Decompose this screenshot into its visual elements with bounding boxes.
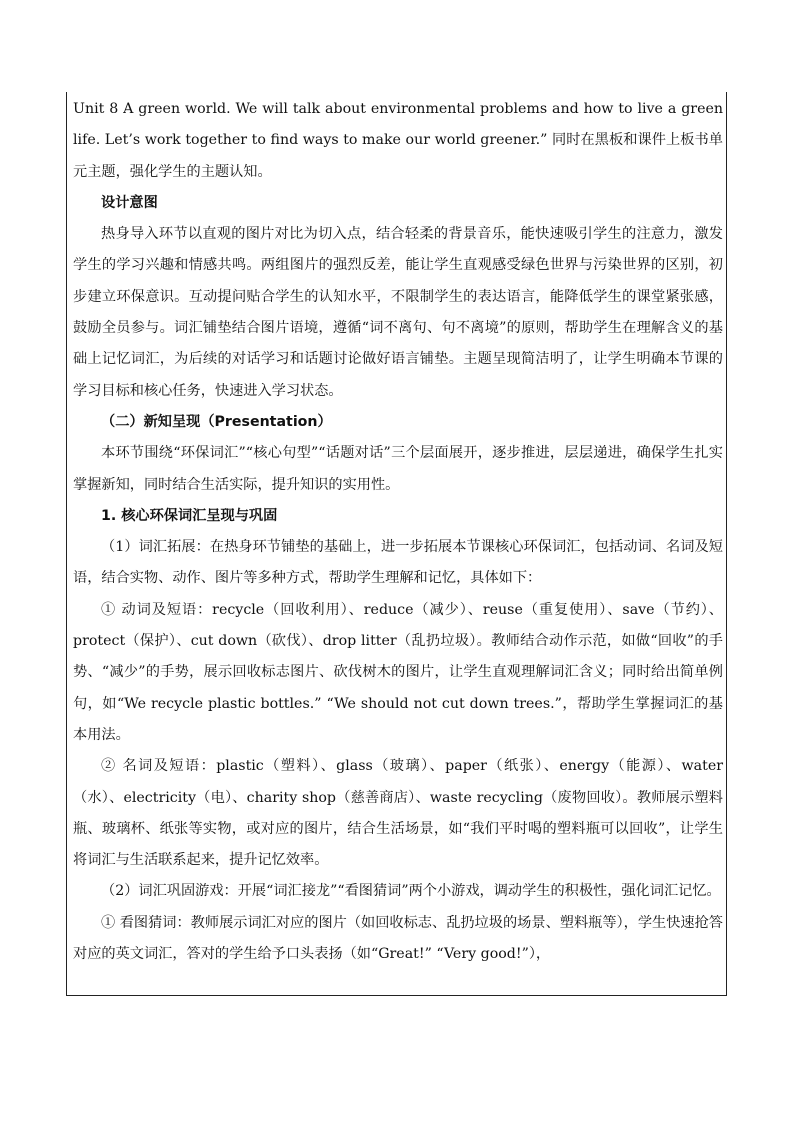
presentation-intro-paragraph: 本环节围绕“环保词汇”“核心句型”“话题对话”三个层面展开，逐步推进，层层递进，确保学生扎实掌握新知，同时结合生活实际，提升知识的实用性。 bbox=[73, 445, 723, 493]
verbs-paragraph: ① 动词及短语：recycle（回收利用）、reduce（减少）、reuse（重复使用）、save（节约）、protect（保护）、cut down（砍伐）、drop litter（乱扔垃圾）。教师结合动作示范，如做“回收”的手势、“减少”的手势，展示回收标志图片、砍伐树木的图片，让学生直观理解词汇含义；同时给出简单例句，如“We recycle plastic bottles.” “We should not cut down trees.”，帮助学生掌握词汇的基本用法。 bbox=[73, 601, 723, 743]
design-intent-paragraph: 热身导入环节以直观的图片对比为切入点，结合轻柔的背景音乐，能快速吸引学生的注意力，激发学生的学习兴趣和情感共鸣。两组图片的强烈反差，能让学生直观感受绿色世界与污染世界的区别，初步建立环保意识。互动提问贴合学生的认知水平，不限制学生的表达语言，能降低学生的课堂紧张感，鼓励全员参与。词汇铺垫结合图片语境，遵循“词不离句、句不离境”的原则，帮助学生在理解含义的基础上记忆词汇，为后续的对话学习和话题讨论做好语言铺垫。主题呈现简洁明了，让学生明确本节课的学习目标和核心任务，快速进入学习状态。 bbox=[73, 226, 723, 399]
vocabulary-heading: 1. 核心环保词汇呈现与巩固 bbox=[101, 507, 278, 524]
nouns-paragraph: ② 名词及短语：plastic（塑料）、glass（玻璃）、paper（纸张）、energy（能源）、water（水）、electricity（电）、charity shop（慈善商店）、waste recycling（废物回收）。教师展示塑料瓶、玻璃杯、纸张等实物，或对应的图片，结合生活场景，如“我们平时喝的塑料瓶可以回收”，让学生将词汇与生活联系起来，提升记忆效率。 bbox=[73, 758, 723, 869]
design-intent-heading: 设计意图 bbox=[101, 194, 158, 211]
vocabulary-games-paragraph: （2）词汇巩固游戏：开展“词汇接龙”“看图猜词”两个小游戏，调动学生的积极性，强化词汇记忆。 bbox=[101, 883, 721, 900]
presentation-heading: （二）新知呈现（Presentation） bbox=[101, 413, 332, 430]
intro-paragraph: Unit 8 A green world. We will talk about environmental problems and how to live a green life. Let’s work together to find ways to make our world greener.” 同时在黑板和课件上板书单元主题，强化学生的主题认知。 bbox=[73, 101, 723, 180]
picture-guess-paragraph: ① 看图猜词：教师展示词汇对应的图片（如回收标志、乱扔垃圾的场景、塑料瓶等），学生快速抢答对应的英文词汇，答对的学生给予口头表扬（如“Great!” “Very good!”）， bbox=[73, 914, 723, 963]
lesson-plan-content bbox=[73, 94, 723, 970]
vocabulary-expansion-paragraph: （1）词汇拓展：在热身环节铺垫的基础上，进一步拓展本节课核心环保词汇，包括动词、名词及短语，结合实物、动作、图片等多种方式，帮助学生理解和记忆，具体如下： bbox=[73, 539, 723, 587]
